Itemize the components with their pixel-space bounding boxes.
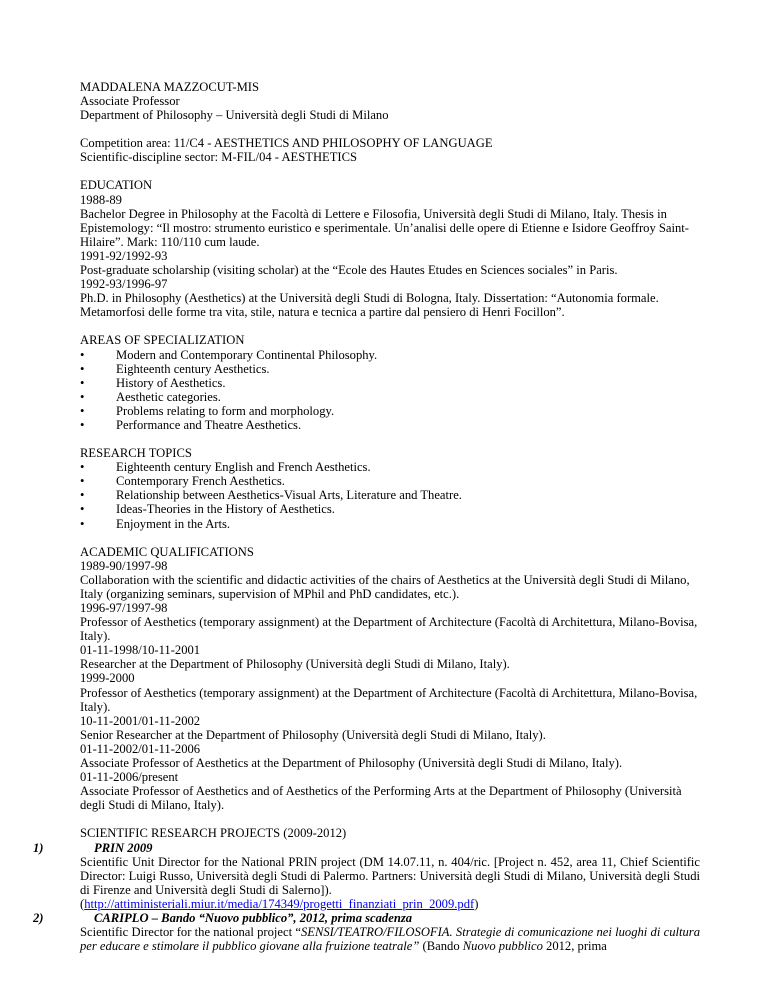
- bullet-icon: •: [80, 516, 85, 531]
- list-item: • Ideas-Theories in the History of Aesthetics.: [80, 502, 335, 517]
- projects-section: [33, 826, 700, 954]
- bullet-icon: •: [80, 361, 85, 376]
- education-period: 1992-93/1996-97: [80, 277, 168, 292]
- person-department: Department of Philosophy – Università degli Studi di Milano: [80, 108, 389, 123]
- research-section: [80, 446, 700, 531]
- qualification-period: 1999-2000: [80, 671, 135, 686]
- qualification-period: 01-11-2006/present: [80, 770, 179, 785]
- project-item: [33, 840, 700, 911]
- education-text: Post-graduate scholarship (visiting scholar) at the “Ecole des Hautes Etudes en Sciences sociales” in Paris.: [80, 263, 618, 278]
- bullet-icon: •: [80, 502, 85, 517]
- projects-heading: SCIENTIFIC RESEARCH PROJECTS (2009-2012): [80, 826, 347, 841]
- project-title: CARIPLO – Bando “Nuovo pubblico”, 2012, prima scadenza: [94, 910, 413, 925]
- qualifications-heading: ACADEMIC QUALIFICATIONS: [80, 544, 254, 559]
- bullet-icon: •: [80, 389, 85, 404]
- education-period: 1991-92/1992-93: [80, 248, 168, 263]
- bullet-icon: •: [80, 375, 85, 390]
- research-heading: RESEARCH TOPICS: [80, 446, 192, 461]
- qualification-text: Associate Professor of Aesthetics at the Department of Philosophy (Università degli Studi di Milano, Italy).: [80, 756, 623, 771]
- education-text: Bachelor Degree in Philosophy at the Facoltà di Lettere e Filosofia, Università degli Studi di Milano, Italy. Thesis in Epistemology: “Il mostro: strumento euristico e sperimentale. Un’analisi delle opere di Etienne e Isidore Geoffroy Saint-Hilaire”. Mark: 110/110 cum laude.: [80, 206, 689, 249]
- header-block: [80, 80, 700, 122]
- list-item: • Relationship between Aesthetics-Visual Arts, Literature and Theatre.: [80, 488, 462, 503]
- list-item: • Eighteenth century Aesthetics.: [80, 361, 270, 376]
- project-number: 2): [33, 910, 44, 925]
- list-item: • Performance and Theatre Aesthetics.: [80, 417, 302, 432]
- bullet-icon: •: [80, 488, 85, 503]
- bullet-icon: •: [80, 347, 85, 362]
- project-description: Scientific Unit Director for the National PRIN project (DM 14.07.11, n. 404/ric. [Project n. 452, area 11, Chief Scientific Director: Luigi Russo, Università degli Studi di Palermo. Partners: Università degli Studi di Milano, Università degli Studi di Firenze and Università degli Studi di Salerno]).: [80, 854, 700, 897]
- qualification-text: Researcher at the Department of Philosophy (Università degli Studi di Milano, Italy).: [80, 657, 510, 672]
- education-heading: EDUCATION: [80, 178, 153, 193]
- education-period: 1988-89: [80, 192, 122, 207]
- bullet-icon: •: [80, 403, 85, 418]
- competition-block: [80, 136, 700, 164]
- list-item: • Contemporary French Aesthetics.: [80, 474, 285, 489]
- education-text: Ph.D. in Philosophy (Aesthetics) at the Università degli Studi di Bologna, Italy. Dissertation: “Autonomia formale. Metamorfosi delle forme tra vita, stile, natura e tecnica a partire dal pensiero di Henri Focillon”.: [80, 291, 659, 320]
- education-section: [80, 178, 700, 319]
- list-item: • Problems relating to form and morphology.: [80, 403, 335, 418]
- qualifications-section: [80, 545, 700, 813]
- project-title: PRIN 2009: [94, 840, 153, 855]
- person-position: Associate Professor: [80, 94, 180, 109]
- list-item: • Modern and Contemporary Continental Philosophy.: [80, 347, 378, 362]
- list-item: • Aesthetic categories.: [80, 389, 221, 404]
- project-description: Scientific Director for the national project “SENSI/TEATRO/FILOSOFIA. Strategie di comunicazione nei luoghi di cultura per educare e stimolare il pubblico giovane alla fruizione teatrale” (Bando Nuovo pubblico 2012, prima: [80, 925, 700, 954]
- bullet-icon: •: [80, 460, 85, 475]
- person-name: MADDALENA MAZZOCUT-MIS: [80, 80, 259, 94]
- qualification-text: Professor of Aesthetics (temporary assignment) at the Department of Architecture (Facoltà di Architettura, Milano-Bovisa, Italy).: [80, 615, 698, 644]
- competition-area: Competition area: 11/C4 - AESTHETICS AND PHILOSOPHY OF LANGUAGE: [80, 136, 493, 151]
- project-link-row: (http://attiministeriali.miur.it/media/174349/progetti_finanziati_prin_2009.pdf): [80, 896, 479, 911]
- list-item: • Eighteenth century English and French Aesthetics.: [80, 460, 371, 475]
- list-item: • History of Aesthetics.: [80, 375, 226, 390]
- qualification-period: 1996-97/1997-98: [80, 601, 168, 615]
- competition-sector: Scientific-discipline sector: M-FIL/04 - AESTHETICS: [80, 150, 358, 165]
- bullet-icon: •: [80, 474, 85, 489]
- qualification-text: Associate Professor of Aesthetics and of Aesthetics of the Performing Arts at the Department of Philosophy (Università degli Studi di Milano, Italy).: [80, 784, 682, 813]
- qualification-text: Collaboration with the scientific and didactic activities of the chairs of Aesthetics at the Università degli Studi di Milano, Italy (organizing seminars, supervision of MPhil and PhD candidates, etc.).: [80, 572, 690, 601]
- qualification-period: 1989-90/1997-98: [80, 558, 168, 573]
- project-link[interactable]: http://attiministeriali.miur.it/media/174349/progetti_finanziati_prin_2009.pdf: [84, 896, 475, 911]
- qualification-text: Senior Researcher at the Department of Philosophy (Università degli Studi di Milano, Italy).: [80, 727, 546, 742]
- specialization-section: [80, 333, 700, 432]
- cv-document: [33, 80, 700, 954]
- project-item: [33, 910, 700, 954]
- qualification-text: Professor of Aesthetics (temporary assignment) at the Department of Architecture (Facoltà di Architettura, Milano-Bovisa, Italy).: [80, 685, 698, 714]
- specialization-heading: AREAS OF SPECIALIZATION: [80, 333, 245, 348]
- list-item: • Enjoyment in the Arts.: [80, 516, 231, 531]
- qualification-period: 01-11-1998/10-11-2001: [80, 643, 201, 658]
- qualification-period: 01-11-2002/01-11-2006: [80, 741, 201, 756]
- project-number: 1): [33, 840, 44, 855]
- bullet-icon: •: [80, 417, 85, 432]
- qualification-period: 10-11-2001/01-11-2002: [80, 713, 201, 728]
